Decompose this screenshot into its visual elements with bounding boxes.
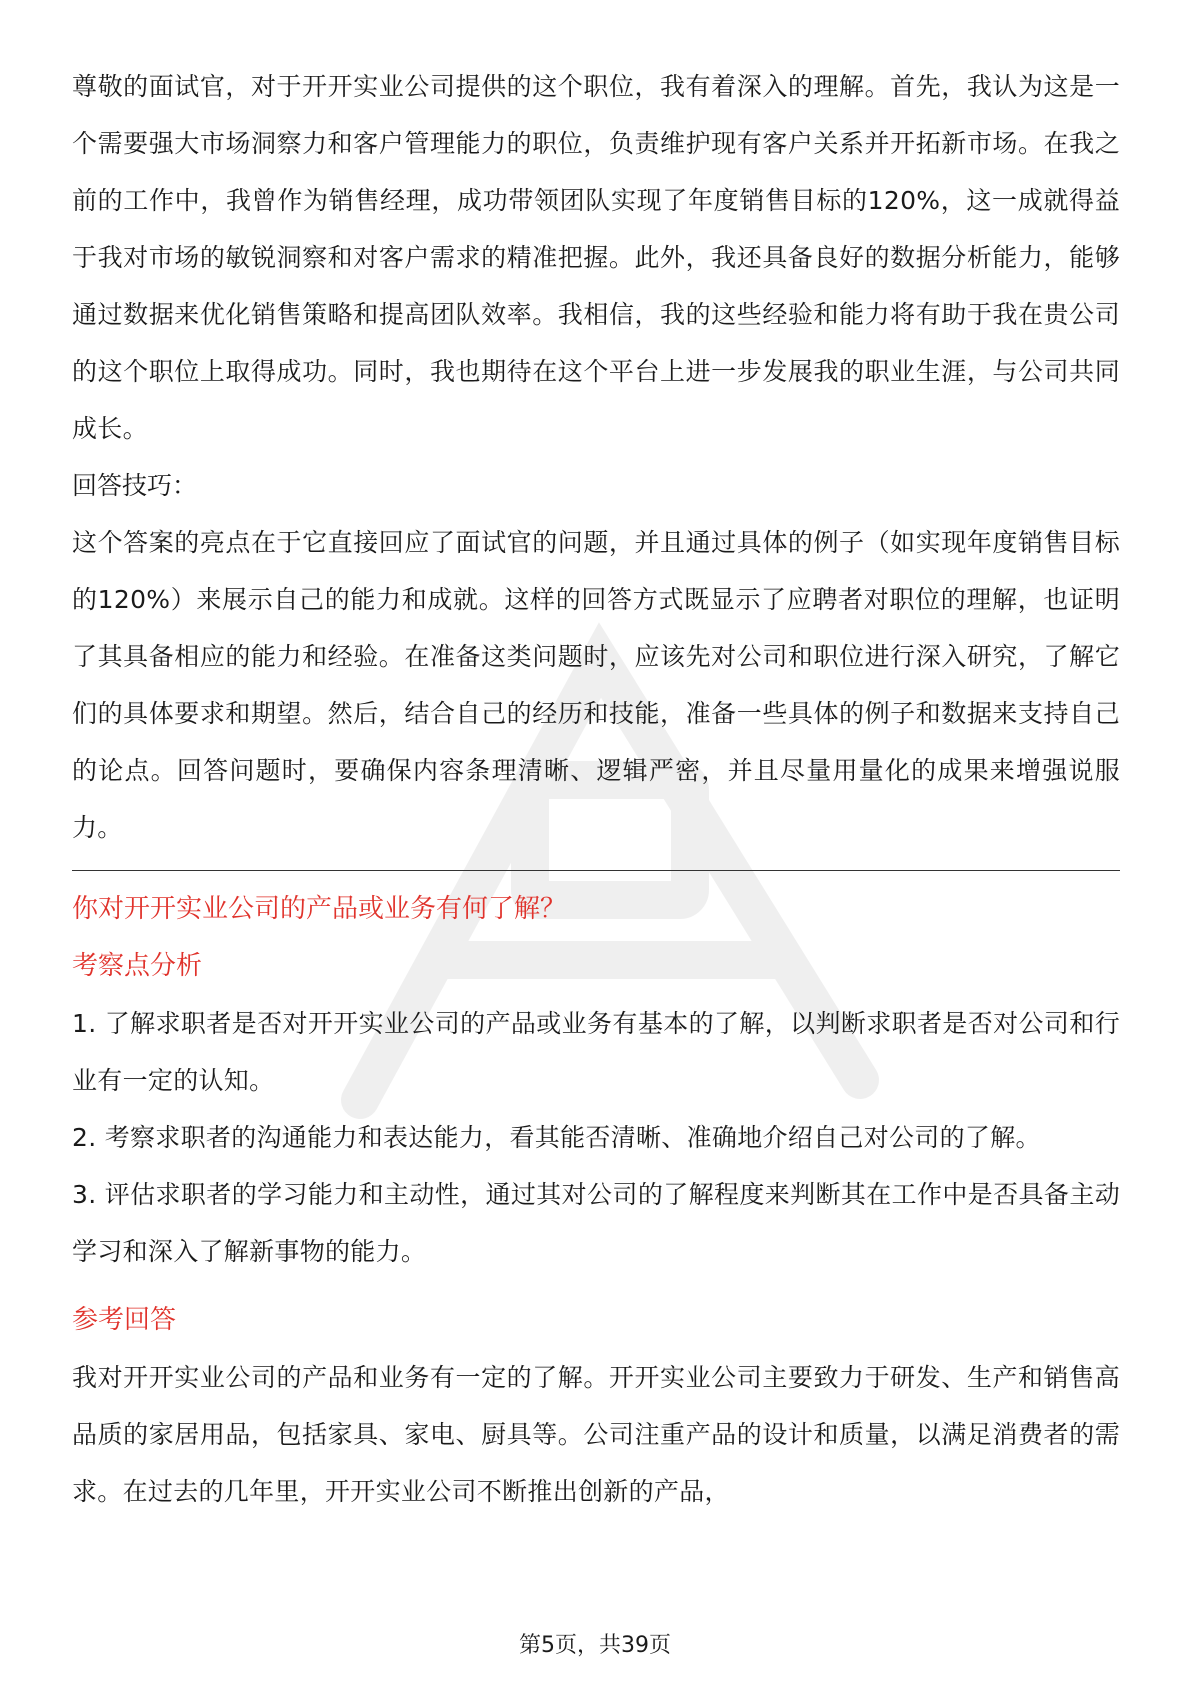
section-divider xyxy=(72,870,1120,871)
answer-paragraph: 我对开开实业公司的产品和业务有一定的了解。开开实业公司主要致力于研发、生产和销售高品质的家居用品，包括家具、家电、厨具等。公司注重产品的设计和质量，以满足消费者的需求。在过去的几年里，开开实业公司不断推出创新的产品， xyxy=(72,1363,1120,1506)
tips-paragraph: 这个答案的亮点在于它直接回应了面试官的问题，并且通过具体的例子（如实现年度销售目标的120%）来展示自己的能力和成就。这样的回答方式既显示了应聘者对职位的理解，也证明了其具备相应的能力和经验。在准备这类问题时，应该先对公司和职位进行深入研究，了解它们的具体要求和期望。然后，结合自己的经历和技能，准备一些具体的例子和数据来支持自己的论点。回答问题时，要确保内容条理清晰、逻辑严密，并且尽量用量化的成果来增强说服力。 xyxy=(72,528,1120,842)
intro-paragraph: 尊敬的面试官，对于开开实业公司提供的这个职位，我有着深入的理解。首先，我认为这是一个需要强大市场洞察力和客户管理能力的职位，负责维护现有客户关系并开拓新市场。在我之前的工作中，我曾作为销售经理，成功带领团队实现了年度销售目标的120%，这一成就得益于我对市场的敏锐洞察和对客户需求的精准把握。此外，我还具备良好的数据分析能力，能够通过数据来优化销售策略和提高团队效率。我相信，我的这些经验和能力将有助于我在贵公司的这个职位上取得成功。同时，我也期待在这个平台上进一步发展我的职业生涯，与公司共同成长。 xyxy=(72,72,1120,443)
document-page xyxy=(72,58,1120,1520)
answer-title: 参考回答 xyxy=(72,1305,177,1335)
analysis-item-2: 2. 考察求职者的沟通能力和表达能力，看其能否清晰、准确地介绍自己对公司的了解。 xyxy=(72,1123,1041,1152)
analysis-title: 考察点分析 xyxy=(72,951,203,981)
analysis-item-3: 3. 评估求职者的学习能力和主动性，通过其对公司的了解程度来判断其在工作中是否具备主动学习和深入了解新事物的能力。 xyxy=(72,1180,1120,1266)
page-number: 第5页，共39页 xyxy=(519,1633,671,1658)
question-title: 你对开开实业公司的产品或业务有何了解？ xyxy=(72,894,567,924)
tips-label: 回答技巧： xyxy=(72,471,198,500)
analysis-item-1: 1. 了解求职者是否对开开实业公司的产品或业务有基本的了解，以判断求职者是否对公司和行业有一定的认知。 xyxy=(72,1009,1120,1095)
